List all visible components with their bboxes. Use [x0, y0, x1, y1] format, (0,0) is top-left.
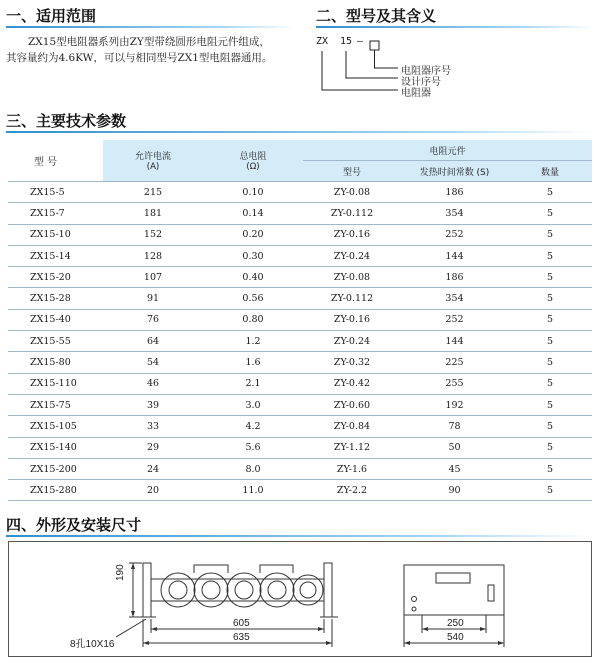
cell-element: ZY-2.2	[303, 480, 401, 501]
cell-element: ZY-0.24	[303, 331, 401, 352]
cell-element: ZY-1.6	[303, 458, 401, 479]
description-line-1: ZX15型电阻器系列由ZY型带绕圆形电阻元件组成，	[28, 36, 270, 48]
header-current-label: 允许电流	[134, 152, 171, 162]
element-ring-2	[194, 573, 228, 607]
element-ring-4-inner	[268, 581, 286, 599]
dim-holes: 8孔10X16	[70, 639, 115, 650]
label-resistor-serial: 电阻器序号	[401, 66, 451, 77]
leader-design	[346, 51, 398, 78]
cell-current: 76	[103, 309, 203, 330]
element-ring-3	[227, 573, 261, 607]
section-title-application-scope: 一、适用范围	[6, 7, 97, 25]
cell-time: 45	[401, 458, 508, 479]
cell-element: ZY-0.112	[303, 288, 401, 309]
cell-model: ZX15-5	[8, 182, 103, 203]
left-bracket	[143, 563, 151, 617]
arrow-605-left	[151, 627, 157, 631]
section-title-dimensions: 四、外形及安装尺寸	[6, 516, 142, 534]
description-line-2: 其容量约为4.6KW，可以与相同型号ZX1型电阻器通用。	[6, 52, 273, 64]
header-element-model: 型号	[303, 161, 401, 182]
cell-model: ZX15-28	[8, 288, 103, 309]
cell-resistance: 0.40	[203, 267, 303, 288]
arrow-540-right	[498, 641, 504, 645]
cell-element: ZY-0.16	[303, 309, 401, 330]
cell-element: ZY-0.32	[303, 352, 401, 373]
table-row	[8, 352, 592, 373]
cell-qty: 5	[508, 267, 592, 288]
header-time-constant: 发热时间常数 (S)	[401, 161, 508, 182]
cell-model: ZX15-75	[8, 394, 103, 415]
cell-current: 20	[103, 480, 203, 501]
cell-element: ZY-0.60	[303, 394, 401, 415]
cell-time: 192	[401, 394, 508, 415]
table-row	[8, 331, 592, 352]
arrow-250-right	[480, 627, 486, 631]
cell-model: ZX15-110	[8, 373, 103, 394]
strap-2	[260, 565, 293, 573]
cell-qty: 5	[508, 245, 592, 266]
cell-current: 152	[103, 224, 203, 245]
cell-model: ZX15-80	[8, 352, 103, 373]
cell-resistance: 2.1	[203, 373, 303, 394]
cell-time: 252	[401, 309, 508, 330]
section-title-tech-params: 三、主要技术参数	[6, 112, 127, 130]
table-row	[8, 437, 592, 458]
dim-inner-length: 605	[233, 618, 250, 629]
cell-current: 46	[103, 373, 203, 394]
cell-current: 24	[103, 458, 203, 479]
label-resistor: 电阻器	[401, 88, 431, 99]
cell-current: 128	[103, 245, 203, 266]
cell-element: ZY-0.42	[303, 373, 401, 394]
table-row	[8, 458, 592, 479]
table-row	[8, 203, 592, 224]
cell-current: 29	[103, 437, 203, 458]
cell-element: ZY-0.08	[303, 182, 401, 203]
element-ring-1	[161, 573, 195, 607]
cell-resistance: 11.0	[203, 480, 303, 501]
label-design-serial: 设计序号	[401, 77, 441, 88]
cell-resistance: 1.2	[203, 331, 303, 352]
cell-qty: 5	[508, 309, 592, 330]
cell-current: 91	[103, 288, 203, 309]
cell-resistance: 3.0	[203, 394, 303, 415]
dim-height: 190	[115, 564, 126, 581]
header-resistance-label: 总电阻	[239, 152, 267, 162]
cell-element: ZY-0.16	[303, 224, 401, 245]
cell-element: ZY-0.08	[303, 267, 401, 288]
right-bracket	[324, 563, 332, 617]
table-row	[8, 394, 592, 415]
header-element-group: 电阻元件	[303, 140, 592, 161]
cell-resistance: 0.80	[203, 309, 303, 330]
cell-model: ZX15-10	[8, 224, 103, 245]
cell-model: ZX15-7	[8, 203, 103, 224]
dim-outer-length: 635	[233, 632, 250, 643]
table-row	[8, 480, 592, 501]
cell-time: 354	[401, 203, 508, 224]
side-hole-upper	[412, 597, 417, 602]
table-row	[8, 288, 592, 309]
cell-model: ZX15-200	[8, 458, 103, 479]
table-row	[8, 182, 592, 203]
header-quantity: 数量	[508, 161, 592, 182]
section-underline	[6, 535, 594, 537]
strap-1	[194, 565, 228, 573]
cell-element: ZY-1.12	[303, 437, 401, 458]
cell-qty: 5	[508, 182, 592, 203]
cell-qty: 5	[508, 394, 592, 415]
table-row	[8, 416, 592, 437]
cell-model: ZX15-40	[8, 309, 103, 330]
table-row	[8, 245, 592, 266]
section-underline	[316, 26, 594, 28]
dim-inner-width: 250	[447, 618, 464, 629]
cell-qty: 5	[508, 373, 592, 394]
spec-table	[8, 140, 592, 501]
cell-resistance: 0.56	[203, 288, 303, 309]
cell-qty: 5	[508, 437, 592, 458]
side-terminal	[488, 585, 494, 601]
cell-time: 225	[401, 352, 508, 373]
arrow-250-left	[422, 627, 428, 631]
cell-resistance: 5.6	[203, 437, 303, 458]
spec-table-body	[8, 182, 592, 501]
header-resistance-unit: (Ω)	[246, 162, 260, 172]
cell-model: ZX15-14	[8, 245, 103, 266]
arrow-height-top	[131, 563, 135, 569]
cell-time: 144	[401, 245, 508, 266]
element-ring-5-inner	[300, 582, 316, 598]
cell-qty: 5	[508, 224, 592, 245]
cell-element: ZY-0.24	[303, 245, 401, 266]
cell-model: ZX15-20	[8, 267, 103, 288]
model-code-prefix: ZX	[316, 36, 329, 47]
element-ring-2-inner	[202, 581, 220, 599]
cell-model: ZX15-55	[8, 331, 103, 352]
cell-qty: 5	[508, 203, 592, 224]
cell-qty: 5	[508, 352, 592, 373]
cell-current: 33	[103, 416, 203, 437]
cell-current: 54	[103, 352, 203, 373]
arrow-height-bottom	[131, 611, 135, 617]
cell-qty: 5	[508, 458, 592, 479]
cell-resistance: 0.14	[203, 203, 303, 224]
cell-model: ZX15-280	[8, 480, 103, 501]
cell-time: 186	[401, 267, 508, 288]
cell-time: 186	[401, 182, 508, 203]
cell-time: 252	[401, 224, 508, 245]
section-underline	[6, 131, 594, 133]
cell-resistance: 4.2	[203, 416, 303, 437]
cell-element: ZY-0.84	[303, 416, 401, 437]
model-code-leader-lines	[310, 40, 490, 100]
element-ring-3-inner	[235, 581, 253, 599]
table-row	[8, 373, 592, 394]
cell-time: 144	[401, 331, 508, 352]
model-code-number: 15	[340, 36, 353, 47]
cell-resistance: 0.10	[203, 182, 303, 203]
hole-leader	[116, 619, 146, 637]
section-underline	[6, 26, 296, 28]
header-current-unit: (A)	[146, 162, 160, 172]
cell-resistance: 0.20	[203, 224, 303, 245]
cell-time: 50	[401, 437, 508, 458]
cell-current: 39	[103, 394, 203, 415]
cell-current: 181	[103, 203, 203, 224]
cell-current: 64	[103, 331, 203, 352]
table-row	[8, 267, 592, 288]
cell-element: ZY-0.112	[303, 203, 401, 224]
cell-resistance: 1.6	[203, 352, 303, 373]
table-row	[8, 309, 592, 330]
cell-qty: 5	[508, 480, 592, 501]
header-model: 型 号	[8, 140, 103, 182]
side-nameplate	[436, 573, 470, 583]
dim-outer-width: 540	[447, 632, 464, 643]
header-resistance	[203, 140, 303, 182]
leader-serial	[375, 50, 399, 68]
side-view-drawing	[392, 541, 592, 657]
arrow-635-right	[326, 641, 332, 645]
header-current	[103, 140, 203, 182]
cell-current: 215	[103, 182, 203, 203]
arrow-635-left	[143, 641, 149, 645]
cell-qty: 5	[508, 288, 592, 309]
cell-qty: 5	[508, 416, 592, 437]
cell-resistance: 8.0	[203, 458, 303, 479]
cell-time: 255	[401, 373, 508, 394]
element-ring-4	[260, 573, 294, 607]
placeholder-box	[370, 41, 379, 50]
application-description	[6, 34, 306, 66]
side-hole-lower	[412, 607, 416, 611]
cell-time: 354	[401, 288, 508, 309]
arrow-540-left	[404, 641, 410, 645]
element-ring-1-inner	[169, 581, 187, 599]
arrow-605-right	[318, 627, 324, 631]
cell-time: 90	[401, 480, 508, 501]
cell-model: ZX15-140	[8, 437, 103, 458]
leader-resistor	[322, 51, 398, 90]
cell-model: ZX15-105	[8, 416, 103, 437]
cell-current: 107	[103, 267, 203, 288]
table-row	[8, 224, 592, 245]
section-title-model-meaning: 二、型号及其含义	[316, 7, 437, 25]
cell-time: 78	[401, 416, 508, 437]
model-code-dash: —	[357, 36, 364, 47]
cell-resistance: 0.30	[203, 245, 303, 266]
cell-qty: 5	[508, 331, 592, 352]
